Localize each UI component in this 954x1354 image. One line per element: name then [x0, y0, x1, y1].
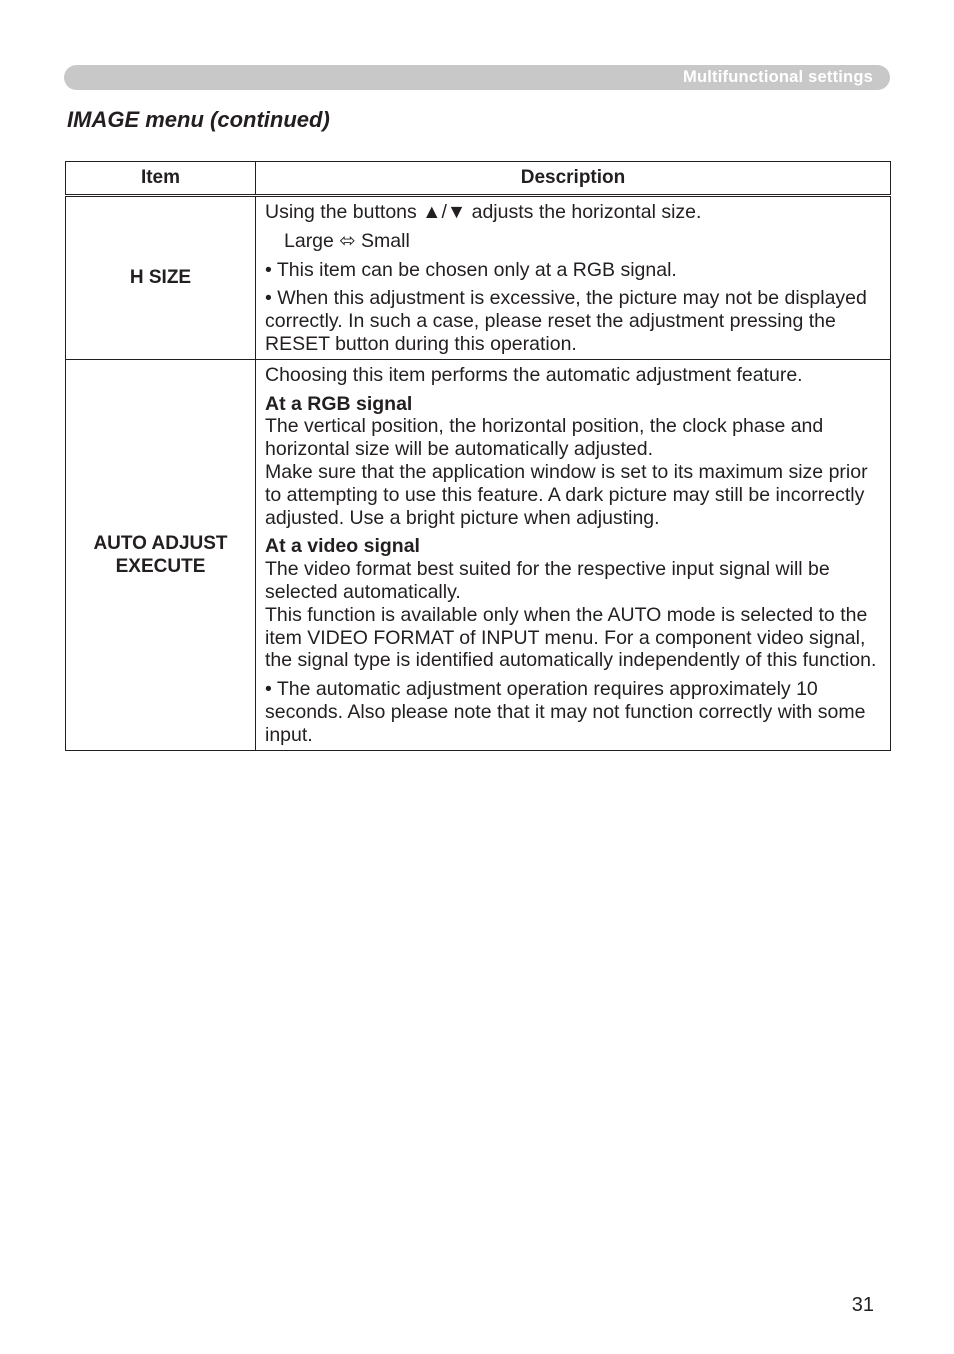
page-title: IMAGE menu (continued)	[67, 107, 330, 132]
description-note: • The automatic adjustment operation requires approximately 10 seconds. Also please note that it may not function correctly with some input.	[265, 678, 866, 746]
description-note: • This item can be chosen only at a RGB signal.	[265, 258, 677, 281]
description-note: • When this adjustment is excessive, the picture may not be displayed correctly. In such a case, please reset the adjustment pressing the RESET button during this operation.	[265, 287, 867, 355]
description-text: This function is available only when the AUTO mode is selected to the item VIDEO FORMAT of INPUT menu. For a component video signal, the signal type is identified automatically independently of this function.	[265, 603, 877, 672]
video-signal-section	[265, 535, 882, 672]
description-text: The vertical position, the horizontal position, the clock phase and horizontal size will be automatically adjusted.	[265, 415, 824, 461]
column-header-item: Item	[66, 162, 256, 196]
subheading-video-signal: At a video signal	[265, 535, 420, 558]
item-name-line: AUTO ADJUST	[93, 532, 228, 554]
page-number: 31	[851, 1294, 874, 1316]
subheading-rgb-signal: At a RGB signal	[265, 392, 413, 415]
description-intro: Choosing this item performs the automatic adjustment feature.	[265, 363, 803, 386]
description-line: Using the buttons ▲/▼ adjusts the horizontal size.	[265, 201, 702, 223]
table-header-row	[66, 162, 891, 196]
description-text: Make sure that the application window is set to its maximum size prior to attempting to use this feature. A dark picture may still be incorrectly adjusted. Use a bright picture when adjusting.	[265, 460, 868, 529]
table-row-h-size	[66, 196, 891, 360]
section-title: Multifunctional settings	[683, 68, 873, 86]
section-header-bar	[64, 65, 890, 90]
menu-items-table	[65, 161, 891, 751]
description-auto-adjust-execute	[256, 359, 891, 750]
description-h-size	[256, 196, 891, 360]
rgb-signal-section	[265, 393, 882, 530]
column-header-description: Description	[256, 162, 891, 196]
item-name-line: EXECUTE	[115, 555, 206, 577]
description-line: Large ⬄ Small	[284, 229, 410, 252]
table-row-auto-adjust-execute	[66, 359, 891, 750]
item-name-auto-adjust-execute	[66, 359, 256, 750]
description-text: The video format best suited for the respective input signal will be selected automatically.	[265, 558, 830, 603]
item-name-h-size: H SIZE	[66, 196, 256, 360]
